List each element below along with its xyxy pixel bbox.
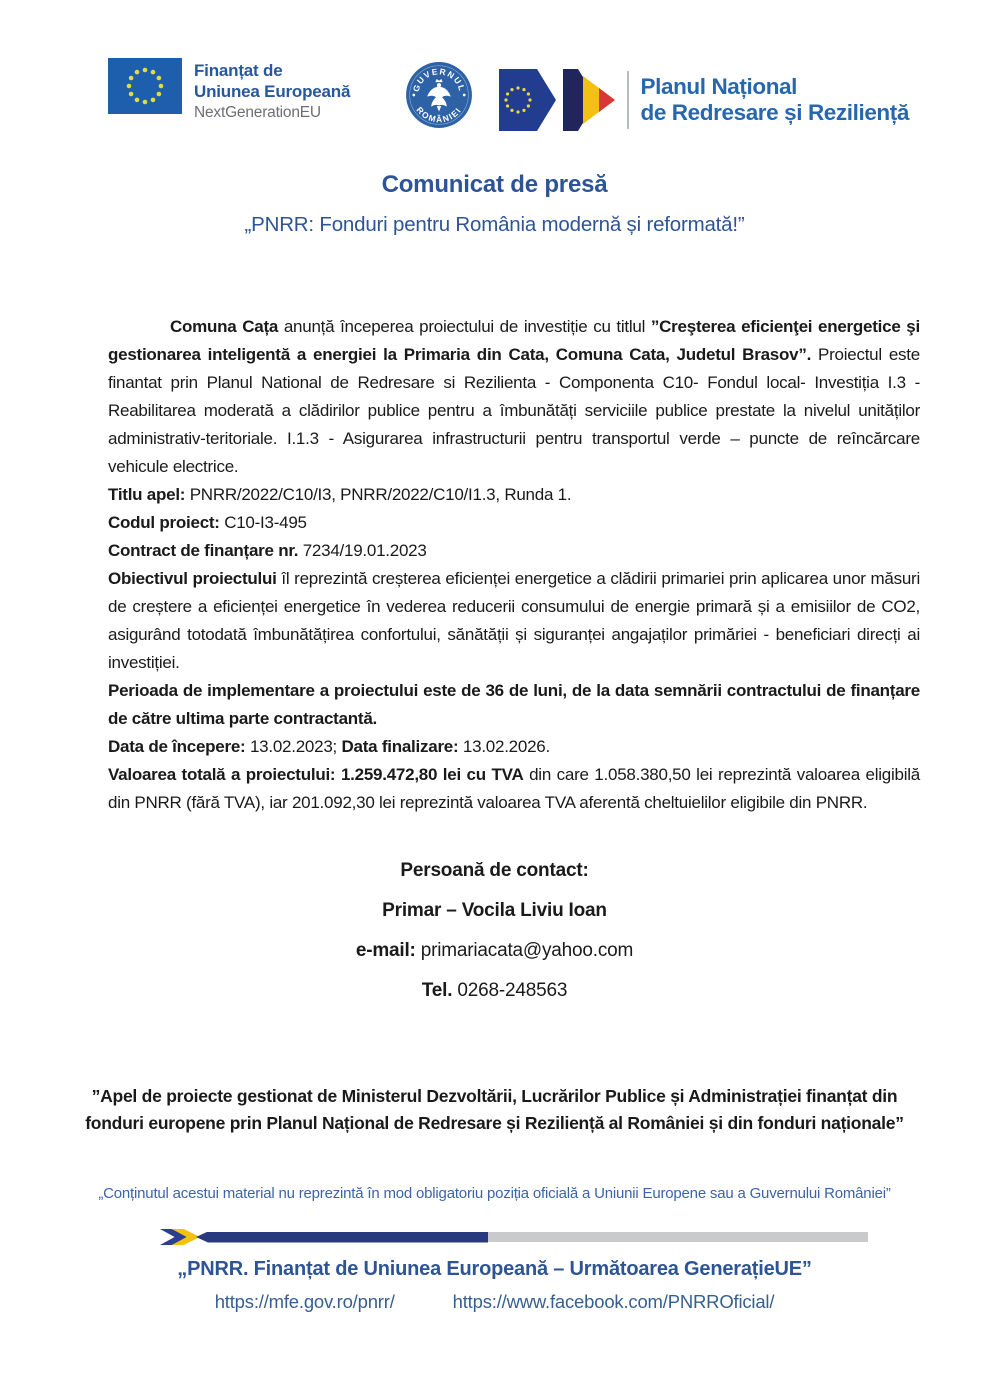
ministry-disclaimer: ”Apel de proiecte gestionat de Ministerul Dezvoltării, Lucrărilor Publice și Administrației finanțat din fonduri europene prin Planul Național de Redresare și Reziliență al României și din fonduri naționale” [85, 1086, 904, 1133]
pnrr-logo-line2: de Redresare și Reziliență [640, 100, 909, 125]
seal-text-top: GUVERNUL [410, 66, 468, 93]
pnrr-logo-line1: Planul Național [640, 74, 798, 99]
tel-value: 0268-248563 [452, 980, 568, 1001]
pnrr-logo-divider [627, 71, 629, 129]
eu-logo-line1: Finanțat de [194, 61, 283, 80]
paragraph-objective: Obiectivul proiectului îl reprezintă creșterea eficienței energetice a clădirii primariei prin aplicarea unor măsuri de creștere a eficienței energetice în vederea reducerii consumului de energie primară și a emisiilor de CO2, asigurând totodată îmbunătățirea confortului, sănătății și siguranței angajaților primăriei - beneficiari direcți ai investiției. [108, 569, 920, 672]
email-label: e-mail: [355, 940, 416, 961]
contact-email-line [0, 931, 989, 971]
logo-header [0, 0, 989, 135]
paragraph-contract: Contract de finanțare nr. 7234/19.01.2023 [108, 541, 427, 560]
paragraph-total-value: Valoarea totală a proiectului: 1.259.472,80 lei cu TVA din care 1.058.380,50 lei reprezintă valoarea eligibilă din PNRR (fără TVA), iar 201.092,30 lei reprezintă valoarea TVA aferentă cheltuielilor eligibile din PNRR. [108, 765, 920, 812]
paragraph-project-code: Codul proiect: C10-I3-495 [108, 513, 307, 532]
pnrr-logo-text [641, 74, 909, 126]
facebook-pnrr-link[interactable]: https://www.facebook.com/PNRROficial/ [452, 1291, 775, 1312]
page-subtitle: „PNRR: Fonduri pentru România modernă și reformată!” [244, 213, 745, 236]
paragraph-implementation-period: Perioada de implementare a proiectului este de 36 de luni, de la data semnării contractului de finanțare de către ultima parte contractantă. [108, 681, 920, 728]
footer-bar-graphic [160, 1228, 876, 1246]
paragraph-call-title: Titlu apel: PNRR/2022/C10/I3, PNRR/2022/C10/I1.3, Runda 1. [108, 485, 572, 504]
footer-gray-bar [488, 1232, 868, 1242]
contact-tel-line [0, 971, 989, 1011]
content-disclaimer: „Conținutul acestui material nu reprezintă în mod obligatoriu poziția oficială a Uniunii Europene sau a Guvernului României” [98, 1185, 891, 1202]
email-value: primariacata@yahoo.com [415, 940, 634, 961]
paragraph-intro: Comuna Cața anunță începerea proiectului de investiție cu titlul ”Creşterea eficienţei energetice şi gestionarea inteligentă a energiei la Primaria din Cata, Comuna Cata, Judetul Brasov”. Proiectul este finantat prin Planul National de Redresare si Rezilienta - Componenta C10- Fondul local- Investiția I.3 - Reabilitarea moderată a clădirilor publice pentru a îmbunătăți serviciile publice prestate la nivelul unităților administrativ-teritoriale. I.1.3 - Asigurarea infrastructurii pentru transportul verde – puncte de reîncărcare vehicule electrice. [108, 317, 920, 476]
pnrr-arrows-icon [499, 66, 617, 134]
pnrr-logo [499, 66, 909, 134]
contact-heading: Persoană de contact: [400, 860, 589, 881]
footer-slogan: „PNRR. Finanțat de Uniunea Europeană – Următoarea GenerațieUE” [177, 1258, 812, 1280]
eu-funded-logo [108, 58, 350, 124]
footer [0, 1228, 989, 1313]
seal-text-bottom: ROMÂNIEI [414, 104, 464, 125]
tel-label: Tel. [421, 980, 453, 1001]
footer-navy-bar [196, 1232, 488, 1243]
contact-name: Primar – Vocila Liviu Ioan [382, 900, 607, 921]
contact-section [0, 851, 989, 1011]
mfe-pnrr-link[interactable]: https://mfe.gov.ro/pnrr/ [214, 1291, 395, 1312]
body-text [108, 313, 920, 817]
eu-logo-line2: Uniunea Europeană [194, 82, 351, 101]
page-title: Comunicat de presă [381, 171, 608, 198]
eu-logo-line3: NextGenerationEU [194, 104, 321, 121]
government-seal-icon [405, 60, 473, 130]
paragraph-dates: Data de începere: 13.02.2023; Data finalizare: 13.02.2026. [108, 737, 550, 756]
eu-logo-text [194, 58, 350, 124]
government-seal [405, 60, 473, 135]
eu-flag-icon [108, 58, 182, 114]
footer-links [0, 1291, 989, 1313]
